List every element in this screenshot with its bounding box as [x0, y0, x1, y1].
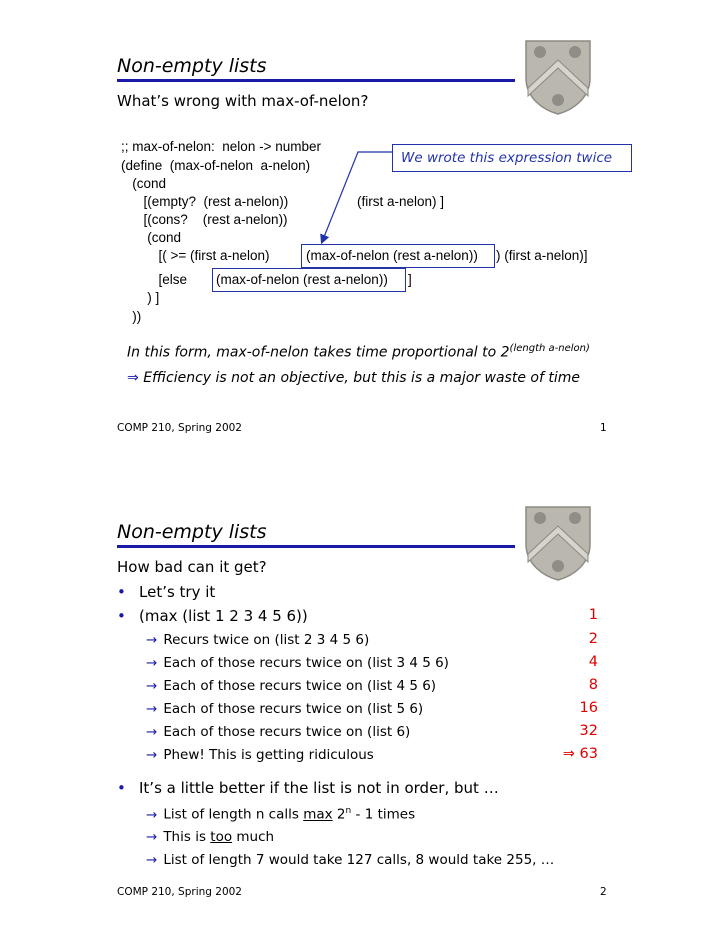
arrow-icon: →: [146, 829, 158, 845]
sub-item: → Each of those recurs twice on (list 3 4 5 6): [146, 655, 449, 671]
call-count: 2: [588, 631, 598, 647]
slide-subtitle: What’s wrong with max-of-nelon?: [117, 92, 369, 110]
bullet-icon: •: [117, 607, 126, 625]
call-count: 4: [588, 654, 598, 670]
arrow-icon: →: [146, 747, 158, 763]
complexity-note: In this form, max-of-nelon takes time proportional to $2^{(length a-nelon)}$: [127, 343, 590, 361]
bullet-item: • (max (list 1 2 3 4 5 6)): [117, 607, 308, 625]
sub-item: → List of length 7 would take 127 calls, 8 would take 255, …: [146, 852, 555, 868]
bullet-icon: •: [117, 583, 126, 601]
bullet-item: • It’s a little better if the list is not in order, but …: [117, 779, 499, 797]
arrow-icon: →: [146, 806, 158, 823]
sub-item: → List of length n calls max 2$^n$ - 1 times: [146, 806, 416, 823]
sub-item: → Recurs twice on (list 2 3 4 5 6): [146, 632, 370, 648]
sub-item: → Each of those recurs twice on (list 5 6): [146, 701, 424, 717]
code-fragment: (first a-nelon) ]: [357, 194, 445, 209]
slide-title: Non-empty lists: [117, 521, 267, 543]
call-count: 32: [579, 723, 598, 739]
footer-course: COMP 210, Spring 2002: [117, 422, 242, 434]
arrow-icon: →: [146, 852, 158, 868]
arrow-icon: →: [146, 701, 158, 717]
code-line: (define (max-of-nelon a-nelon): [121, 158, 311, 173]
code-line: [( >= (first a-nelon): [121, 248, 270, 263]
implies-icon: ⇒: [127, 370, 139, 386]
efficiency-note: ⇒ Efficiency is not an objective, but this is a major waste of time: [127, 370, 580, 386]
code-line: ;; max-of-nelon: nelon -> number: [121, 139, 321, 154]
callout-box: We wrote this expression twice: [392, 144, 632, 172]
code-line: [(empty? (rest a-nelon)): [121, 194, 289, 209]
code-line: ) ]: [121, 290, 160, 305]
slide-subtitle: How bad can it get?: [117, 558, 267, 576]
code-line: [(cons? (rest a-nelon)): [121, 212, 288, 227]
sub-item: → Phew! This is getting ridiculous: [146, 747, 374, 763]
title-rule: [117, 545, 515, 548]
code-line: )): [121, 309, 142, 324]
code-line: (cond: [121, 230, 182, 245]
duplicate-expression: (max-of-nelon (rest a-nelon)): [306, 248, 478, 263]
call-count: 16: [579, 700, 598, 716]
arrow-icon: →: [146, 724, 158, 740]
code-fragment: ) (first a-nelon)]: [496, 248, 588, 263]
bullet-item: • Let’s try it: [117, 583, 216, 601]
code-line: (cond: [121, 176, 167, 191]
call-count-total: ⇒ 63: [562, 746, 598, 762]
sub-item: → This is too much: [146, 829, 275, 845]
page-number: 1: [600, 422, 607, 434]
footer-course: COMP 210, Spring 2002: [117, 886, 242, 898]
duplicate-expression: (max-of-nelon (rest a-nelon)): [216, 272, 388, 287]
bullet-icon: •: [117, 779, 126, 797]
slide-title: Non-empty lists: [117, 55, 267, 77]
arrow-icon: →: [146, 655, 158, 671]
page-number: 2: [600, 886, 607, 898]
code-line: [else: [121, 272, 188, 287]
rice-crest-icon: [523, 504, 593, 582]
arrow-icon: →: [146, 632, 158, 648]
arrow-icon: →: [146, 678, 158, 694]
call-count: 1: [588, 607, 598, 623]
call-count: 8: [588, 677, 598, 693]
sub-item: → Each of those recurs twice on (list 4 5 6): [146, 678, 437, 694]
sub-item: → Each of those recurs twice on (list 6): [146, 724, 411, 740]
code-fragment: ]: [408, 272, 412, 287]
slide-2: [0, 466, 720, 932]
